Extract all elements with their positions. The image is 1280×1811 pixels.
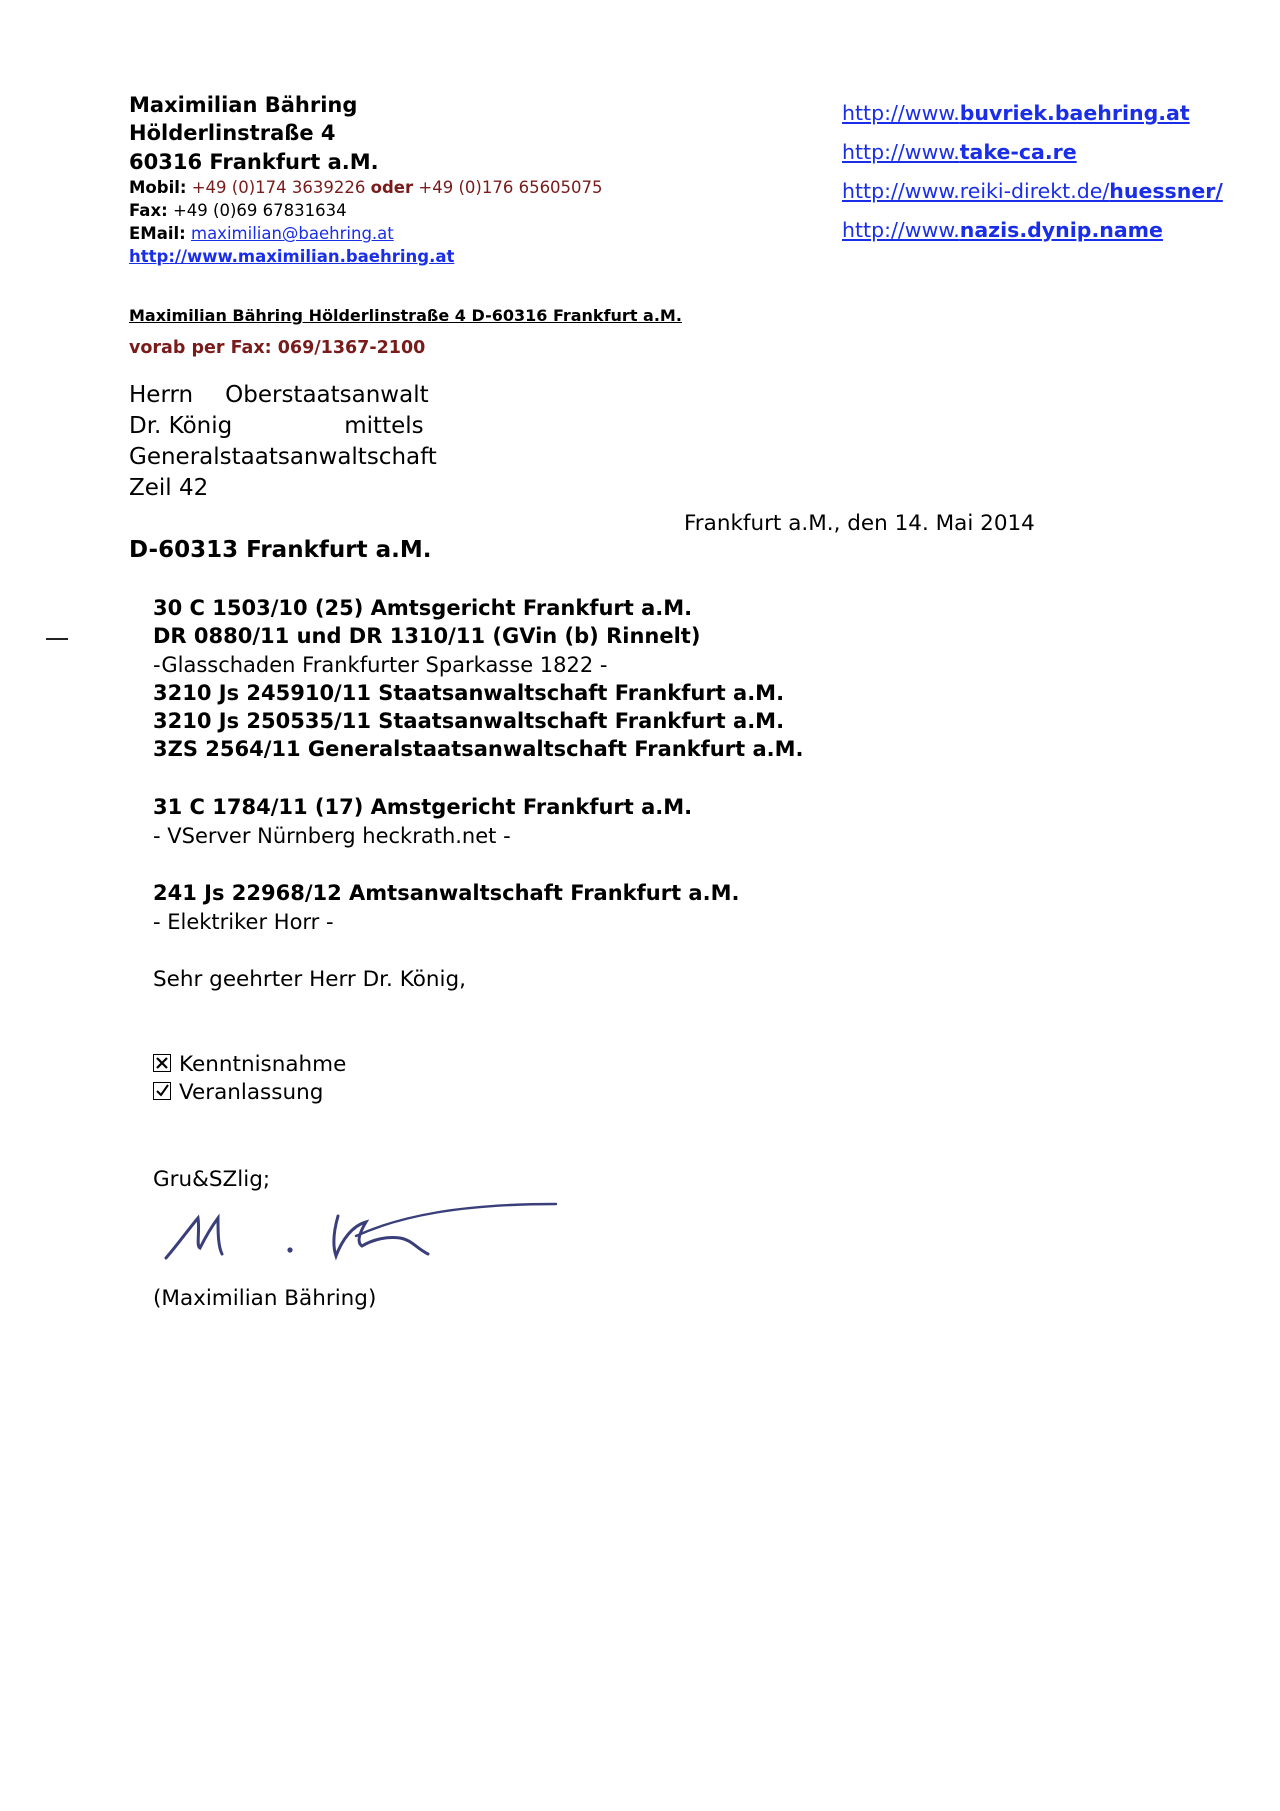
mobile-or: oder: [370, 178, 414, 197]
sender-name: Maximilian Bähring: [129, 93, 358, 117]
recipient-title: Oberstaatsanwalt: [225, 382, 429, 408]
sender-street: Hölderlinstraße 4: [129, 121, 336, 145]
link-prefix: http://www.: [842, 101, 960, 125]
recipient-line-1: [129, 380, 429, 411]
right-link-1-anchor[interactable]: [842, 101, 1190, 125]
checkbox-row-kenntnisnahme[interactable]: [153, 1052, 346, 1077]
fax-number: +49 (0)69 67831634: [172, 201, 347, 220]
right-link-2[interactable]: [842, 140, 1077, 164]
link-host: huessner/: [1109, 179, 1223, 203]
link-prefix: http://www.reiki-direkt.de/: [842, 179, 1110, 203]
letter-date: Frankfurt a.M., den 14. Mai 2014: [684, 511, 1035, 536]
sender-website-row: [129, 245, 454, 268]
checkbox-label: Kenntnisnahme: [179, 1052, 347, 1077]
link-host: buvriek.baehring.at: [959, 101, 1190, 125]
right-link-2-anchor[interactable]: [842, 140, 1077, 164]
email-label: EMail:: [129, 224, 186, 243]
recipient-city: D-60313 Frankfurt a.M.: [129, 537, 432, 563]
fax-note: vorab per Fax: 069/1367-2100: [129, 338, 426, 358]
reference-1: 30 C 1503/10 (25) Amtsgericht Frankfurt a.M.: [153, 596, 693, 620]
sender-city: 60316 Frankfurt a.M.: [129, 150, 379, 174]
mobile-label: Mobil:: [129, 178, 187, 197]
check-mark-icon[interactable]: [153, 1082, 171, 1100]
return-address: Maximilian Bähring Hölderlinstraße 4 D-60316 Frankfurt a.M.: [129, 306, 682, 325]
website-link[interactable]: http://www.maximilian.baehring.at: [129, 247, 455, 266]
reference-3: -Glasschaden Frankfurter Sparkasse 1822 -: [153, 653, 608, 677]
closing: Gru&SZlig;: [153, 1167, 271, 1192]
right-link-3[interactable]: [842, 179, 1223, 203]
checkbox-row-veranlassung[interactable]: [153, 1080, 323, 1105]
recipient-salutation: Herrn: [129, 382, 194, 408]
reference-4: 3210 Js 245910/11 Staatsanwaltschaft Frankfurt a.M.: [153, 681, 785, 705]
reference-10: - Elektriker Horr -: [153, 910, 334, 934]
recipient-line-3: Generalstaatsanwaltschaft: [129, 444, 437, 470]
link-prefix: http://www.: [842, 218, 960, 242]
reference-7: 31 C 1784/11 (17) Amstgericht Frankfurt a.M.: [153, 795, 693, 819]
x-mark-icon[interactable]: [153, 1054, 171, 1072]
link-prefix: http://www.: [842, 140, 960, 164]
reference-5: 3210 Js 250535/11 Staatsanwaltschaft Frankfurt a.M.: [153, 709, 785, 733]
right-link-3-anchor[interactable]: [842, 179, 1223, 203]
email-link[interactable]: maximilian@baehring.at: [191, 224, 394, 243]
mobile-number-2: +49 (0)176 65605075: [418, 178, 603, 197]
right-link-1[interactable]: [842, 101, 1190, 125]
sender-mobile: [129, 176, 603, 199]
fold-mark: [46, 638, 68, 640]
mobile-number-1: +49 (0)174 3639226: [191, 178, 366, 197]
reference-6: 3ZS 2564/11 Generalstaatsanwaltschaft Frankfurt a.M.: [153, 737, 804, 761]
fax-label: Fax:: [129, 201, 168, 220]
link-host: take-ca.re: [959, 140, 1077, 164]
link-host: nazis.dynip.name: [959, 218, 1163, 242]
recipient-line-4: Zeil 42: [129, 475, 209, 501]
signature-name: (Maximilian Bähring): [153, 1286, 377, 1311]
recipient-line-2: [129, 411, 424, 442]
recipient-via: mittels: [344, 413, 424, 439]
right-link-4-anchor[interactable]: [842, 218, 1163, 242]
reference-8: - VServer Nürnberg heckrath.net -: [153, 824, 511, 848]
reference-9: 241 Js 22968/12 Amtsanwaltschaft Frankfurt a.M.: [153, 881, 740, 905]
sender-email-row: [129, 222, 394, 245]
salutation: Sehr geehrter Herr Dr. König,: [153, 967, 466, 992]
sender-fax: [129, 199, 347, 222]
right-link-4[interactable]: [842, 218, 1163, 242]
reference-2: DR 0880/11 und DR 1310/11 (GVin (b) Rinnelt): [153, 624, 701, 648]
recipient-name: Dr. König: [129, 413, 233, 439]
signature-image: [160, 1196, 560, 1280]
checkbox-label: Veranlassung: [179, 1080, 324, 1105]
